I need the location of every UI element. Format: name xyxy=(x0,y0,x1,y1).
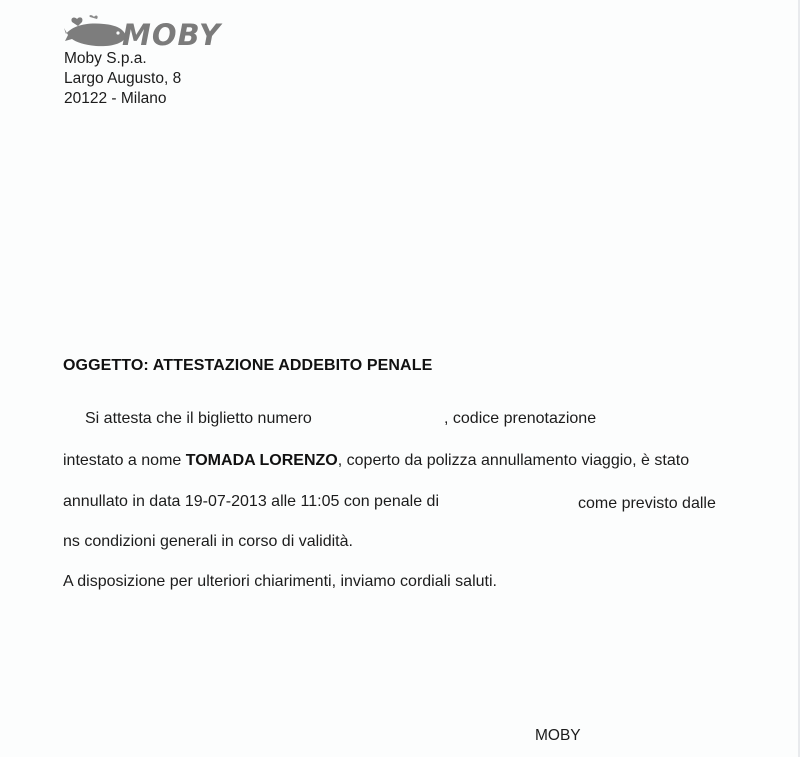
body-line-2a: intestato a nome xyxy=(63,452,182,469)
moby-logo xyxy=(64,14,256,50)
logo-wordmark: MOBY xyxy=(122,18,222,50)
letter-subject: OGGETTO: ATTESTAZIONE ADDEBITO PENALE xyxy=(63,357,433,374)
whale-logo-icon xyxy=(64,14,256,50)
body-line-2 xyxy=(63,451,689,471)
signature: MOBY xyxy=(535,727,581,744)
sender-company: Moby S.p.a. xyxy=(64,50,147,67)
body-line-1a: Si attesta che il biglietto numero xyxy=(85,410,312,427)
sender-street: Largo Augusto, 8 xyxy=(64,70,182,87)
sender-city: 20122 - Milano xyxy=(64,90,167,107)
holder-name: TOMADA LORENZO xyxy=(185,452,338,469)
body-line-3b: come previsto dalle xyxy=(578,495,716,512)
body-line-5: A disposizione per ulteriori chiarimenti, inviamo cordiali saluti. xyxy=(63,573,497,590)
body-line-2b: , coperto da polizza annullamento viaggio, è stato xyxy=(337,452,690,469)
body-line-3a: annullato in data 19-07-2013 alle 11:05 con penale di xyxy=(63,493,439,510)
sender-address xyxy=(64,49,181,109)
body-line-4: ns condizioni generali in corso di validità. xyxy=(63,533,353,550)
body-line-1b: , codice prenotazione xyxy=(444,410,597,427)
